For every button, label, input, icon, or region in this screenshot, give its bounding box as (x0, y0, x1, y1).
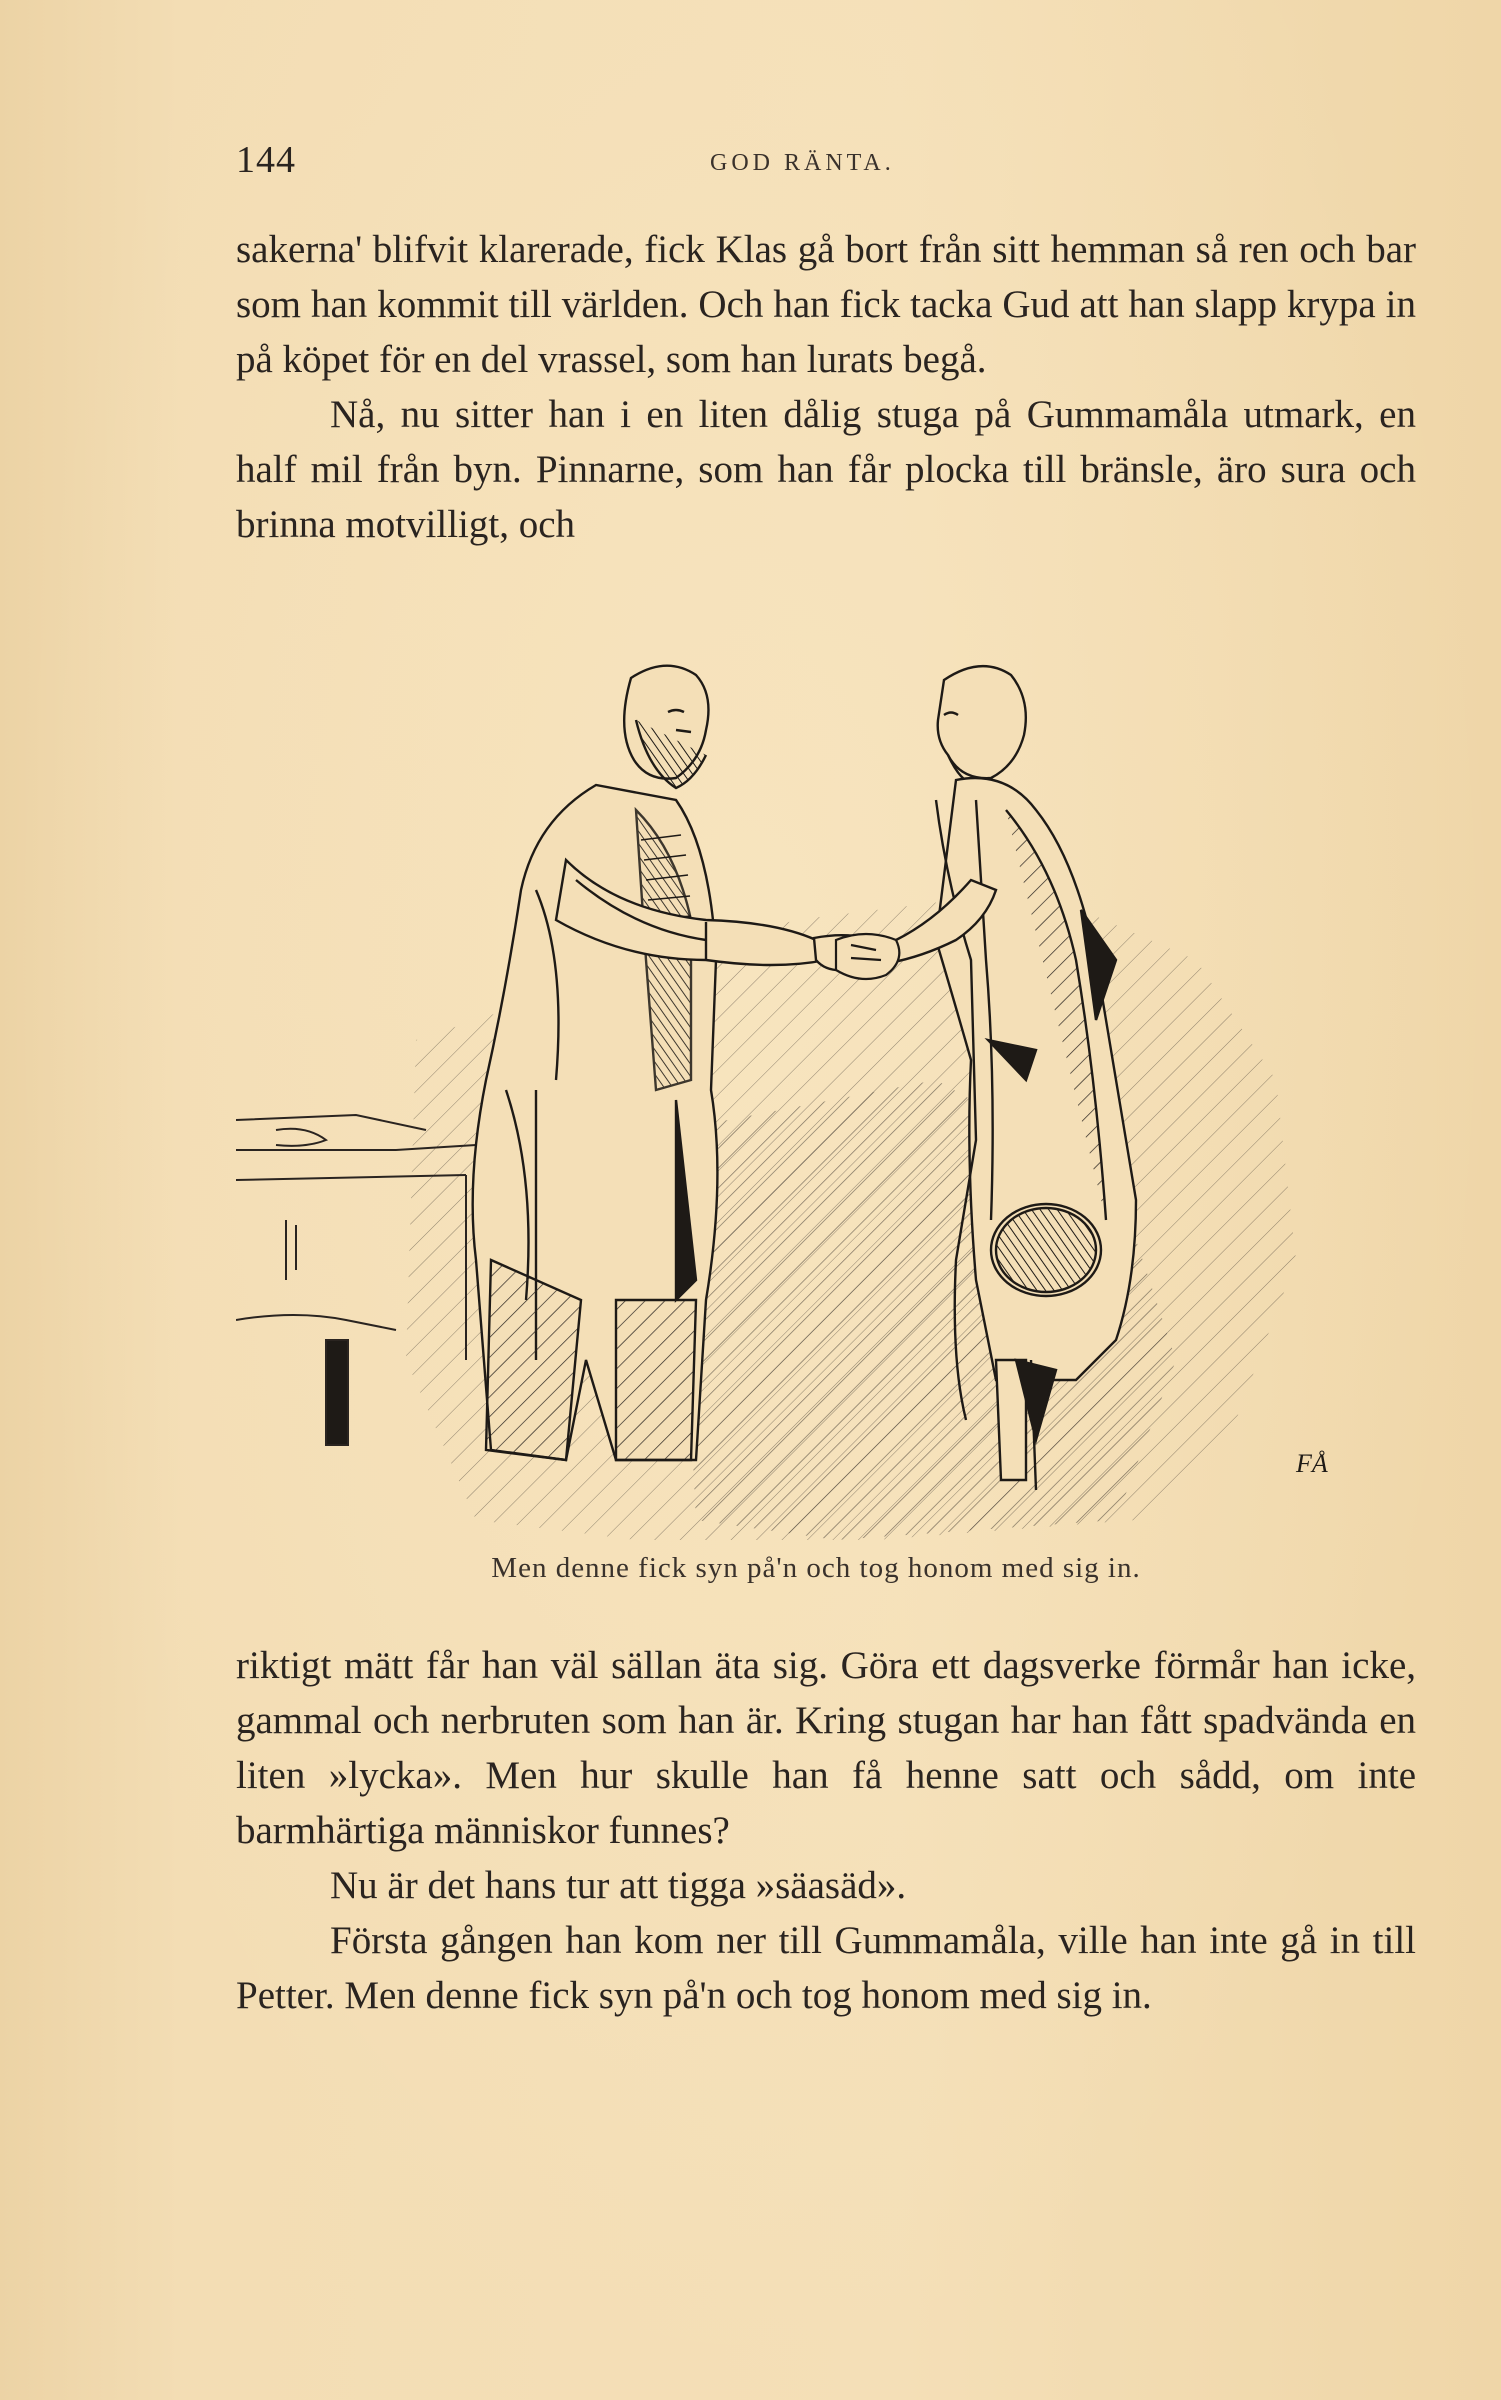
paragraph: sakerna' blifvit klarerade, fick Klas gå bort från sitt hemman så ren och bar som han kommit till världen. Och han fick tacka Gud att han slapp krypa in på köpet för en del vrassel, som han lurats begå. (236, 228, 1416, 381)
text-block-top (236, 222, 1416, 552)
running-head: GOD RÄNTA. (710, 150, 895, 176)
page-header (236, 138, 1416, 188)
paragraph: riktigt mätt får han väl sällan äta sig. Göra ett dagsverke förmår han icke, gammal och nerbruten som han är. Kring stugan har han fått spadvända en liten »lycka». Men hur skulle han få henne satt och sådd, om inte barmhärtiga människor funnes? (236, 1644, 1416, 1852)
paragraph: Första gången han kom ner till Gummamåla, ville han inte gå in till Petter. Men denne fick syn på'n och tog honom med sig in. (236, 1919, 1416, 2017)
paragraph: Nu är det hans tur att tigga »säasäd». (330, 1864, 907, 1907)
illustration-caption: Men denne fick syn på'n och tog honom med sig in. (491, 1552, 1141, 1584)
page-number: 144 (236, 139, 296, 181)
artist-signature: FÅ (1296, 1449, 1328, 1478)
text-block-bottom (236, 1638, 1416, 2023)
handshake-illustration (236, 660, 1396, 1550)
paragraph: Nå, nu sitter han i en liten dålig stuga på Gummamåla utmark, en half mil från byn. Pinnarne, som han får plocka till bränsle, äro sura och brinna motvilligt, och (236, 393, 1416, 546)
clasped-hands (836, 934, 899, 979)
